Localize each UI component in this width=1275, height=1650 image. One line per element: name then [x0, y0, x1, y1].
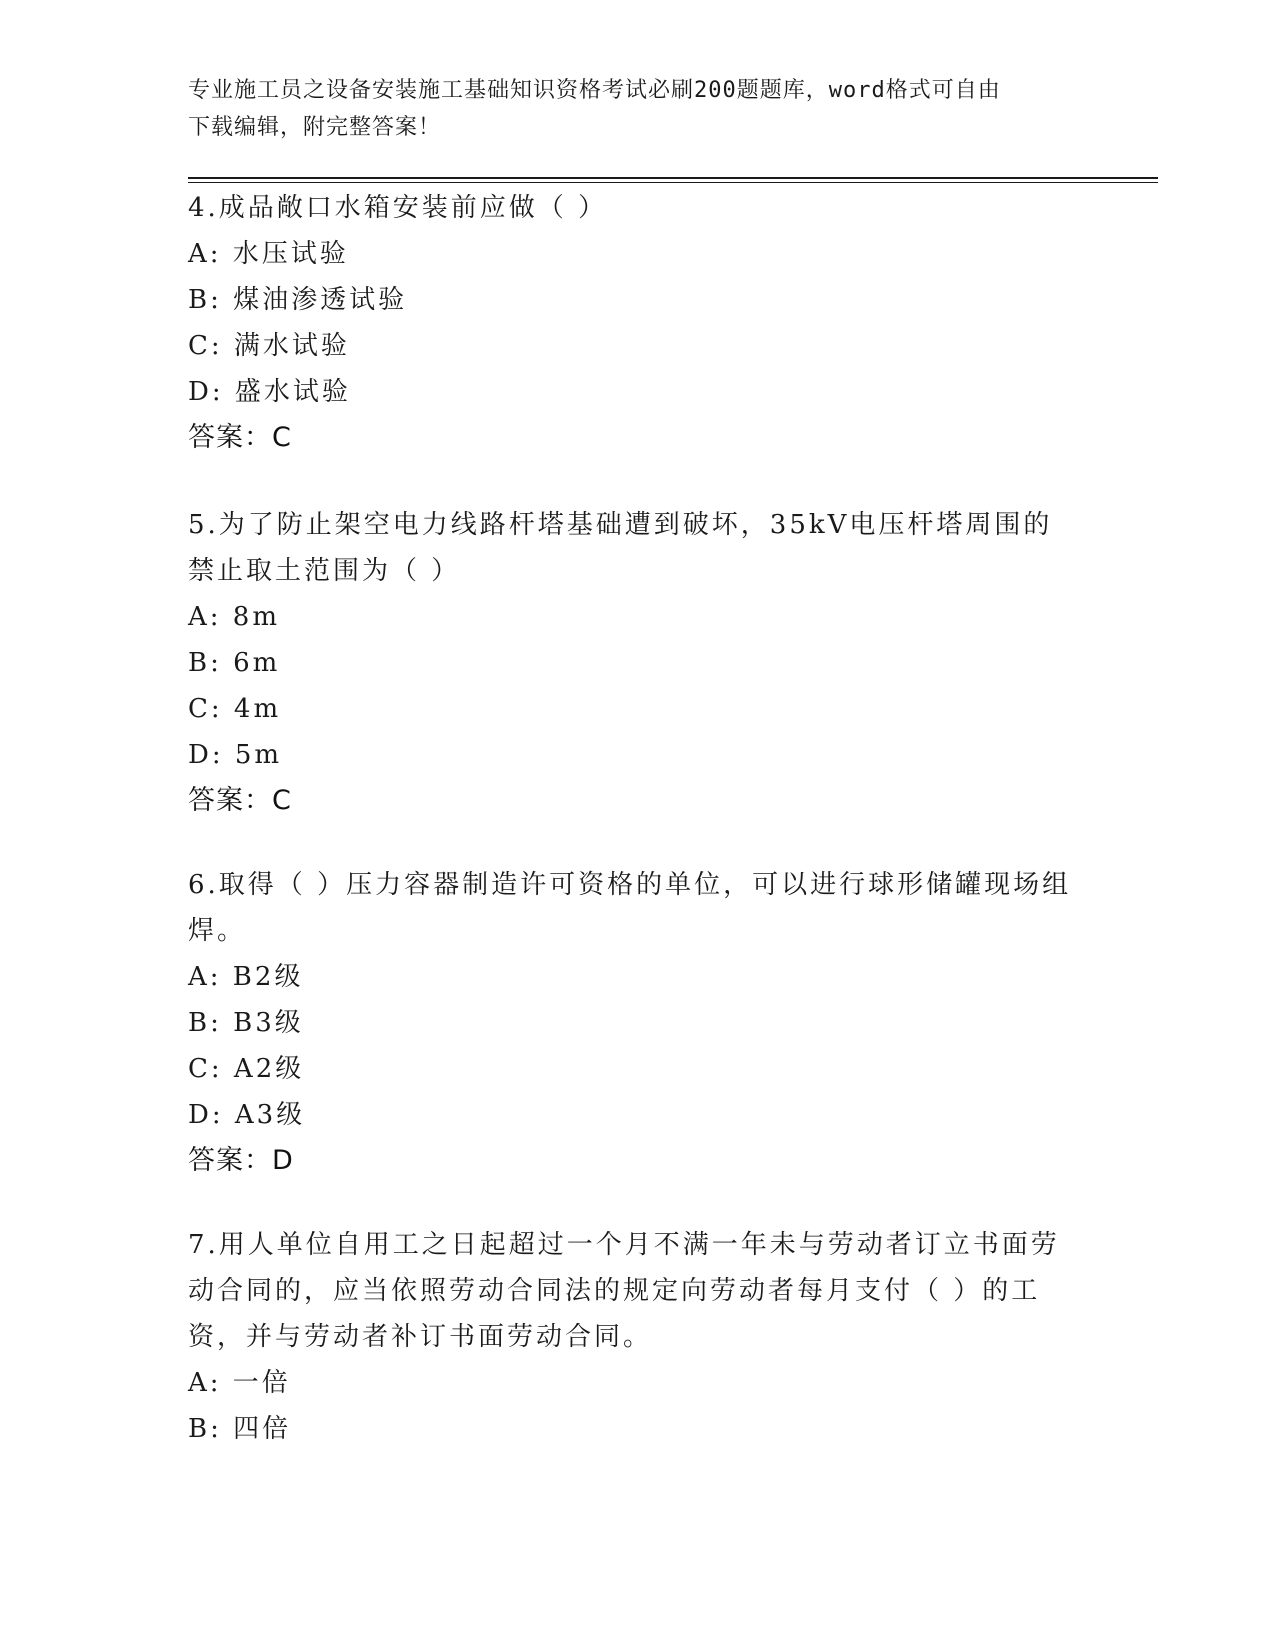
option-b: B: 四倍 [188, 1414, 292, 1444]
question-4 [188, 185, 1078, 461]
option-d: D: 5m [188, 740, 283, 770]
document-header [188, 72, 1068, 146]
header-divider-thick [188, 177, 1158, 179]
question-6 [188, 862, 1078, 1184]
option-a: A: 水压试验 [188, 239, 349, 269]
option-c: C: 满水试验 [188, 331, 350, 361]
header-line-2: 下载编辑，附完整答案！ [188, 115, 442, 140]
question-stem: 4.成品敞口水箱安装前应做（ ） [188, 193, 608, 223]
question-stem: 6.取得（ ）压力容器制造许可资格的单位，可以进行球形储罐现场组焊。 [188, 870, 1072, 946]
option-d: D: 盛水试验 [188, 377, 351, 407]
option-b: B: 6m [188, 648, 281, 678]
option-a: A: B2级 [188, 962, 304, 992]
question-5 [188, 502, 1078, 824]
option-b: B: 煤油渗透试验 [188, 285, 408, 315]
option-a: A: 8m [188, 602, 280, 632]
option-b: B: B3级 [188, 1008, 304, 1038]
header-line-1: 专业施工员之设备安装施工基础知识资格考试必刷200题题库，word格式可自由 [188, 78, 1001, 103]
option-c: C: A2级 [188, 1054, 305, 1084]
answer-label: 答案：D [188, 1145, 294, 1176]
answer-label: 答案：C [188, 785, 292, 816]
question-stem: 7.用人单位自用工之日起超过一个月不满一年未与劳动者订立书面劳动合同的，应当依照劳动合同法的规定向劳动者每月支付（ ）的工资，并与劳动者补订书面劳动合同。 [188, 1230, 1060, 1352]
option-c: C: 4m [188, 694, 282, 724]
option-a: A: 一倍 [188, 1368, 291, 1398]
answer-label: 答案：C [188, 422, 292, 453]
question-stem: 5.为了防止架空电力线路杆塔基础遭到破坏，35kV电压杆塔周围的禁止取土范围为（ ） [188, 510, 1053, 586]
option-d: D: A3级 [188, 1100, 306, 1130]
question-7 [188, 1222, 1078, 1452]
header-divider-thin [188, 182, 1158, 183]
